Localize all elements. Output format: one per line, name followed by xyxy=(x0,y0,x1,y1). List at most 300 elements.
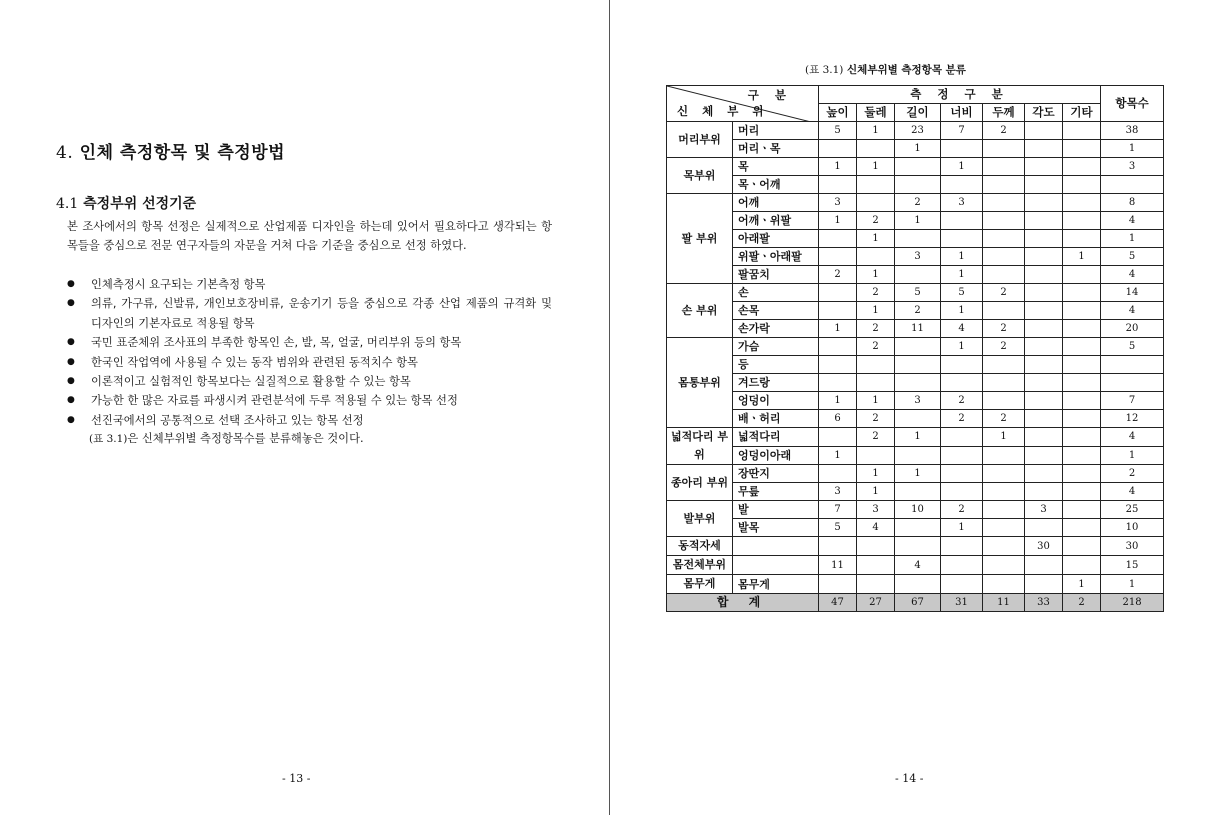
value-cell xyxy=(983,556,1025,575)
intro-paragraph: 본 조사에서의 항목 선정은 실제적으로 산업제품 디자인을 하는데 있어서 필요하다고 생각되는 항목들을 중심으로 전문 연구자들의 자문을 거쳐 다음 기준을 중심으로 선정 하였다. xyxy=(67,220,552,253)
right-page xyxy=(610,0,1218,815)
value-cell: 4 xyxy=(941,320,983,338)
value-cell xyxy=(1025,410,1063,428)
value-cell xyxy=(1025,176,1063,194)
value-cell xyxy=(819,176,857,194)
value-cell xyxy=(1063,519,1101,537)
value-cell xyxy=(941,374,983,392)
value-cell: 23 xyxy=(895,122,941,140)
value-cell: 11 xyxy=(895,320,941,338)
body-part-group: 손 부위 xyxy=(667,284,733,338)
table-row xyxy=(667,501,1164,519)
sub-part: 팔꿈치 xyxy=(733,266,819,284)
sub-part: 머리ㆍ목 xyxy=(733,140,819,158)
value-cell xyxy=(983,302,1025,320)
value-cell: 1 xyxy=(1063,575,1101,594)
value-cell: 2 xyxy=(857,338,895,356)
value-cell xyxy=(1025,266,1063,284)
value-cell: 2 xyxy=(983,320,1025,338)
value-cell: 1 xyxy=(857,158,895,176)
count-cell: 10 xyxy=(1101,519,1164,537)
body-part-group: 넓적다리 부위 xyxy=(667,428,733,465)
header-diagonal-cell xyxy=(667,86,819,122)
count-cell: 1 xyxy=(1101,575,1164,594)
value-cell xyxy=(819,537,857,556)
value-cell xyxy=(1063,410,1101,428)
value-cell: 10 xyxy=(895,501,941,519)
value-cell xyxy=(983,519,1025,537)
table-row xyxy=(667,302,1164,320)
value-cell: 2 xyxy=(983,338,1025,356)
table-row xyxy=(667,122,1164,140)
section-number: 4. xyxy=(56,143,74,163)
total-cell: 27 xyxy=(857,594,895,612)
note-text: 은 신체부위별 측정항목수를 분류해놓은 것이다. xyxy=(127,432,364,445)
value-cell xyxy=(1025,338,1063,356)
value-cell xyxy=(819,140,857,158)
value-cell: 1 xyxy=(857,266,895,284)
sub-part: 목ㆍ어깨 xyxy=(733,176,819,194)
value-cell xyxy=(1025,194,1063,212)
value-cell: 1 xyxy=(857,483,895,501)
value-cell: 3 xyxy=(857,501,895,519)
value-cell xyxy=(983,140,1025,158)
sub-part: 발목 xyxy=(733,519,819,537)
count-cell: 2 xyxy=(1101,465,1164,483)
value-cell xyxy=(895,176,941,194)
sub-part: 넓적다리 xyxy=(733,428,819,447)
count-cell: 1 xyxy=(1101,230,1164,248)
count-cell: 1 xyxy=(1101,446,1164,465)
value-cell: 1 xyxy=(941,519,983,537)
value-cell xyxy=(895,374,941,392)
value-cell: 2 xyxy=(941,501,983,519)
value-cell xyxy=(819,575,857,594)
value-cell: 1 xyxy=(857,302,895,320)
value-cell: 3 xyxy=(819,483,857,501)
count-cell: 4 xyxy=(1101,212,1164,230)
value-cell: 6 xyxy=(819,410,857,428)
caption-ref: (표 3.1) xyxy=(805,64,844,76)
sub-part: 위팔ㆍ아래팔 xyxy=(733,248,819,266)
total-cell: 67 xyxy=(895,594,941,612)
column-header: 길이 xyxy=(895,104,941,122)
sub-part: 장딴지 xyxy=(733,465,819,483)
body-part-group: 머리부위 xyxy=(667,122,733,158)
value-cell xyxy=(983,230,1025,248)
criteria-list xyxy=(67,275,552,430)
value-cell: 1 xyxy=(857,465,895,483)
value-cell: 30 xyxy=(1025,537,1063,556)
value-cell xyxy=(1025,320,1063,338)
value-cell xyxy=(983,266,1025,284)
value-cell: 3 xyxy=(895,248,941,266)
column-header: 기타 xyxy=(1063,104,1101,122)
value-cell: 1 xyxy=(895,465,941,483)
value-cell xyxy=(857,537,895,556)
sub-part: 가슴 xyxy=(733,338,819,356)
header-category: 구 분 xyxy=(747,88,792,102)
value-cell xyxy=(857,556,895,575)
measurement-table xyxy=(666,85,1164,612)
value-cell: 7 xyxy=(941,122,983,140)
value-cell xyxy=(1025,212,1063,230)
value-cell xyxy=(941,428,983,447)
value-cell xyxy=(857,575,895,594)
value-cell xyxy=(1063,158,1101,176)
value-cell xyxy=(1025,428,1063,447)
body-part-group: 발부위 xyxy=(667,501,733,537)
value-cell xyxy=(983,501,1025,519)
value-cell: 1 xyxy=(819,212,857,230)
sub-part: 어깨 xyxy=(733,194,819,212)
value-cell xyxy=(1025,230,1063,248)
value-cell xyxy=(819,230,857,248)
value-cell xyxy=(1025,356,1063,374)
table-row xyxy=(667,248,1164,266)
table-row xyxy=(667,575,1164,594)
table-row xyxy=(667,410,1164,428)
value-cell xyxy=(983,248,1025,266)
value-cell: 3 xyxy=(819,194,857,212)
sub-part: 손가락 xyxy=(733,320,819,338)
value-cell: 1 xyxy=(941,338,983,356)
list-item: ● 이론적이고 실험적인 항목보다는 실질적으로 활용할 수 있는 항목 xyxy=(67,372,552,391)
value-cell xyxy=(1063,176,1101,194)
count-cell: 8 xyxy=(1101,194,1164,212)
value-cell: 1 xyxy=(983,428,1025,447)
value-cell xyxy=(983,176,1025,194)
sub-part: 발 xyxy=(733,501,819,519)
count-cell: 4 xyxy=(1101,302,1164,320)
value-cell: 1 xyxy=(895,428,941,447)
sub-part: 엉덩이아래 xyxy=(733,446,819,465)
value-cell xyxy=(857,446,895,465)
value-cell xyxy=(895,230,941,248)
value-cell: 1 xyxy=(819,392,857,410)
sub-part: 등 xyxy=(733,356,819,374)
value-cell xyxy=(819,338,857,356)
count-cell xyxy=(1101,356,1164,374)
value-cell xyxy=(895,537,941,556)
table-row xyxy=(667,356,1164,374)
value-cell xyxy=(1063,266,1101,284)
value-cell xyxy=(941,483,983,501)
value-cell xyxy=(941,230,983,248)
count-cell: 1 xyxy=(1101,140,1164,158)
value-cell xyxy=(857,176,895,194)
column-header: 너비 xyxy=(941,104,983,122)
total-cell: 11 xyxy=(983,594,1025,612)
value-cell: 7 xyxy=(819,501,857,519)
list-item: ● 국민 표준체위 조사표의 부족한 항목인 손, 발, 목, 얼굴, 머리부위 등의 항목 xyxy=(67,333,552,352)
count-cell: 38 xyxy=(1101,122,1164,140)
value-cell: 1 xyxy=(819,158,857,176)
value-cell: 1 xyxy=(895,212,941,230)
value-cell xyxy=(895,266,941,284)
value-cell xyxy=(857,374,895,392)
table-row xyxy=(667,338,1164,356)
count-cell xyxy=(1101,374,1164,392)
table-body xyxy=(667,122,1164,612)
count-cell: 30 xyxy=(1101,537,1164,556)
subsection-heading xyxy=(56,193,196,213)
table-row xyxy=(667,230,1164,248)
value-cell xyxy=(941,446,983,465)
table-row xyxy=(667,158,1164,176)
body-part-group: 목부위 xyxy=(667,158,733,194)
value-cell xyxy=(1025,465,1063,483)
value-cell: 2 xyxy=(857,428,895,447)
value-cell xyxy=(983,212,1025,230)
value-cell xyxy=(1025,374,1063,392)
body-part-group: 팔 부위 xyxy=(667,194,733,284)
value-cell xyxy=(1025,284,1063,302)
value-cell xyxy=(1025,158,1063,176)
value-cell: 2 xyxy=(857,410,895,428)
total-label: 합 계 xyxy=(667,594,819,612)
value-cell xyxy=(1025,446,1063,465)
sub-part: 손 xyxy=(733,284,819,302)
value-cell xyxy=(941,140,983,158)
count-cell: 7 xyxy=(1101,392,1164,410)
value-cell xyxy=(983,483,1025,501)
value-cell xyxy=(1025,483,1063,501)
value-cell xyxy=(941,575,983,594)
value-cell xyxy=(857,248,895,266)
value-cell xyxy=(983,465,1025,483)
value-cell xyxy=(1063,302,1101,320)
subsection-number: 4.1 xyxy=(56,196,79,212)
value-cell: 1 xyxy=(941,158,983,176)
count-cell: 5 xyxy=(1101,248,1164,266)
table-row xyxy=(667,212,1164,230)
value-cell xyxy=(1025,575,1063,594)
count-cell xyxy=(1101,176,1164,194)
value-cell: 3 xyxy=(895,392,941,410)
value-cell: 1 xyxy=(819,320,857,338)
value-cell xyxy=(983,537,1025,556)
value-cell xyxy=(1063,230,1101,248)
value-cell: 5 xyxy=(895,284,941,302)
value-cell: 11 xyxy=(819,556,857,575)
value-cell: 5 xyxy=(819,122,857,140)
table-row xyxy=(667,374,1164,392)
value-cell xyxy=(1025,140,1063,158)
value-cell: 1 xyxy=(819,446,857,465)
value-cell xyxy=(1063,374,1101,392)
header-measurement-group: 측 정 구 분 xyxy=(819,86,1101,104)
list-item: ● 의류, 가구류, 신발류, 개인보호장비류, 운송기기 등을 중심으로 각종 산업 제품의 규격화 및 디자인의 기본자료로 적용될 항목 xyxy=(67,294,552,333)
value-cell: 3 xyxy=(1025,501,1063,519)
value-cell xyxy=(1025,302,1063,320)
table-row xyxy=(667,266,1164,284)
sub-part: 겨드랑 xyxy=(733,374,819,392)
table-row xyxy=(667,392,1164,410)
value-cell xyxy=(1063,194,1101,212)
total-count-cell: 218 xyxy=(1101,594,1164,612)
page-number: - 13 - xyxy=(282,772,311,785)
value-cell xyxy=(819,428,857,447)
value-cell xyxy=(895,410,941,428)
value-cell xyxy=(983,374,1025,392)
list-item: ● 인체측정시 요구되는 기본측정 항목 xyxy=(67,275,552,294)
value-cell xyxy=(857,140,895,158)
value-cell xyxy=(1063,122,1101,140)
value-cell: 2 xyxy=(819,266,857,284)
table-caption xyxy=(805,62,966,77)
value-cell: 5 xyxy=(819,519,857,537)
value-cell xyxy=(1025,519,1063,537)
value-cell: 2 xyxy=(857,284,895,302)
table-row xyxy=(667,465,1164,483)
value-cell xyxy=(983,158,1025,176)
count-cell: 14 xyxy=(1101,284,1164,302)
section-title: 인체 측정항목 및 측정방법 xyxy=(79,143,286,163)
value-cell: 1 xyxy=(857,392,895,410)
value-cell: 2 xyxy=(895,194,941,212)
subsection-title: 측정부위 선정기준 xyxy=(83,196,197,212)
value-cell: 2 xyxy=(857,212,895,230)
body-part-group: 몸무게 xyxy=(667,575,733,594)
value-cell xyxy=(1063,140,1101,158)
value-cell xyxy=(983,356,1025,374)
total-cell: 31 xyxy=(941,594,983,612)
value-cell xyxy=(1063,392,1101,410)
sub-part: 엉덩이 xyxy=(733,392,819,410)
sub-part: 손목 xyxy=(733,302,819,320)
value-cell: 1 xyxy=(1063,248,1101,266)
value-cell xyxy=(1025,122,1063,140)
value-cell xyxy=(941,176,983,194)
sub-part: 어깨ㆍ위팔 xyxy=(733,212,819,230)
value-cell xyxy=(941,465,983,483)
column-header: 두께 xyxy=(983,104,1025,122)
value-cell: 1 xyxy=(941,248,983,266)
value-cell xyxy=(895,338,941,356)
value-cell xyxy=(819,302,857,320)
body-part-group: 몸전체부위 xyxy=(667,556,733,575)
value-cell xyxy=(983,575,1025,594)
column-header: 높이 xyxy=(819,104,857,122)
sub-part: 몸무게 xyxy=(733,575,819,594)
value-cell: 1 xyxy=(895,140,941,158)
body-part-group: 몸통부위 xyxy=(667,338,733,428)
column-header: 각도 xyxy=(1025,104,1063,122)
value-cell xyxy=(895,446,941,465)
total-cell: 2 xyxy=(1063,594,1101,612)
value-cell xyxy=(895,356,941,374)
sub-part: 아래팔 xyxy=(733,230,819,248)
value-cell: 1 xyxy=(941,266,983,284)
count-cell: 15 xyxy=(1101,556,1164,575)
table-reference: (표 3.1) xyxy=(89,433,128,445)
page-number: - 14 - xyxy=(895,772,924,785)
value-cell xyxy=(1063,446,1101,465)
count-cell: 4 xyxy=(1101,428,1164,447)
value-cell: 2 xyxy=(941,410,983,428)
value-cell xyxy=(819,284,857,302)
table-row xyxy=(667,176,1164,194)
body-part-group: 동적자세 xyxy=(667,537,733,556)
value-cell xyxy=(1063,483,1101,501)
value-cell xyxy=(1063,501,1101,519)
value-cell xyxy=(941,212,983,230)
value-cell xyxy=(895,519,941,537)
value-cell: 2 xyxy=(983,410,1025,428)
value-cell: 4 xyxy=(857,519,895,537)
header-body-part: 신 체 부 위 xyxy=(677,104,769,118)
value-cell xyxy=(941,537,983,556)
value-cell: 1 xyxy=(941,302,983,320)
value-cell xyxy=(1025,556,1063,575)
table-row xyxy=(667,320,1164,338)
value-cell: 1 xyxy=(857,122,895,140)
sub-part: 무릎 xyxy=(733,483,819,501)
value-cell xyxy=(1063,556,1101,575)
value-cell: 2 xyxy=(895,302,941,320)
list-item: ● 한국인 작업역에 사용될 수 있는 동작 범위와 관련된 동적치수 항목 xyxy=(67,353,552,372)
value-cell xyxy=(895,158,941,176)
total-row xyxy=(667,594,1164,612)
table-row xyxy=(667,483,1164,501)
value-cell: 5 xyxy=(941,284,983,302)
count-cell: 25 xyxy=(1101,501,1164,519)
value-cell xyxy=(983,392,1025,410)
total-cell: 33 xyxy=(1025,594,1063,612)
value-cell: 3 xyxy=(941,194,983,212)
table-row xyxy=(667,556,1164,575)
count-cell: 4 xyxy=(1101,266,1164,284)
value-cell xyxy=(895,575,941,594)
value-cell: 2 xyxy=(983,122,1025,140)
table-row xyxy=(667,537,1164,556)
table-row xyxy=(667,140,1164,158)
count-cell: 5 xyxy=(1101,338,1164,356)
value-cell xyxy=(819,248,857,266)
value-cell xyxy=(1063,356,1101,374)
section-heading xyxy=(56,138,285,163)
table-row xyxy=(667,284,1164,302)
table-row xyxy=(667,446,1164,465)
sub-part: 배ㆍ허리 xyxy=(733,410,819,428)
value-cell xyxy=(1063,284,1101,302)
value-cell xyxy=(1063,212,1101,230)
value-cell xyxy=(857,194,895,212)
value-cell xyxy=(1063,537,1101,556)
table-row xyxy=(667,519,1164,537)
table-row xyxy=(667,194,1164,212)
count-cell: 12 xyxy=(1101,410,1164,428)
total-cell: 47 xyxy=(819,594,857,612)
count-cell: 3 xyxy=(1101,158,1164,176)
value-cell: 2 xyxy=(941,392,983,410)
value-cell xyxy=(1025,248,1063,266)
list-item: ● 가능한 한 많은 자료를 파생시켜 관련분석에 두루 적용될 수 있는 항목 선정 xyxy=(67,391,552,410)
list-item: ● 선진국에서의 공통적으로 선택 조사하고 있는 항목 선정 xyxy=(67,411,552,430)
count-cell: 20 xyxy=(1101,320,1164,338)
value-cell: 4 xyxy=(895,556,941,575)
value-cell xyxy=(983,446,1025,465)
value-cell xyxy=(941,556,983,575)
value-cell xyxy=(1063,465,1101,483)
count-cell: 4 xyxy=(1101,483,1164,501)
value-cell xyxy=(1063,428,1101,447)
caption-text: 신체부위별 측정항목 분류 xyxy=(847,64,966,76)
value-cell xyxy=(1063,338,1101,356)
sub-part xyxy=(733,537,819,556)
value-cell xyxy=(857,356,895,374)
